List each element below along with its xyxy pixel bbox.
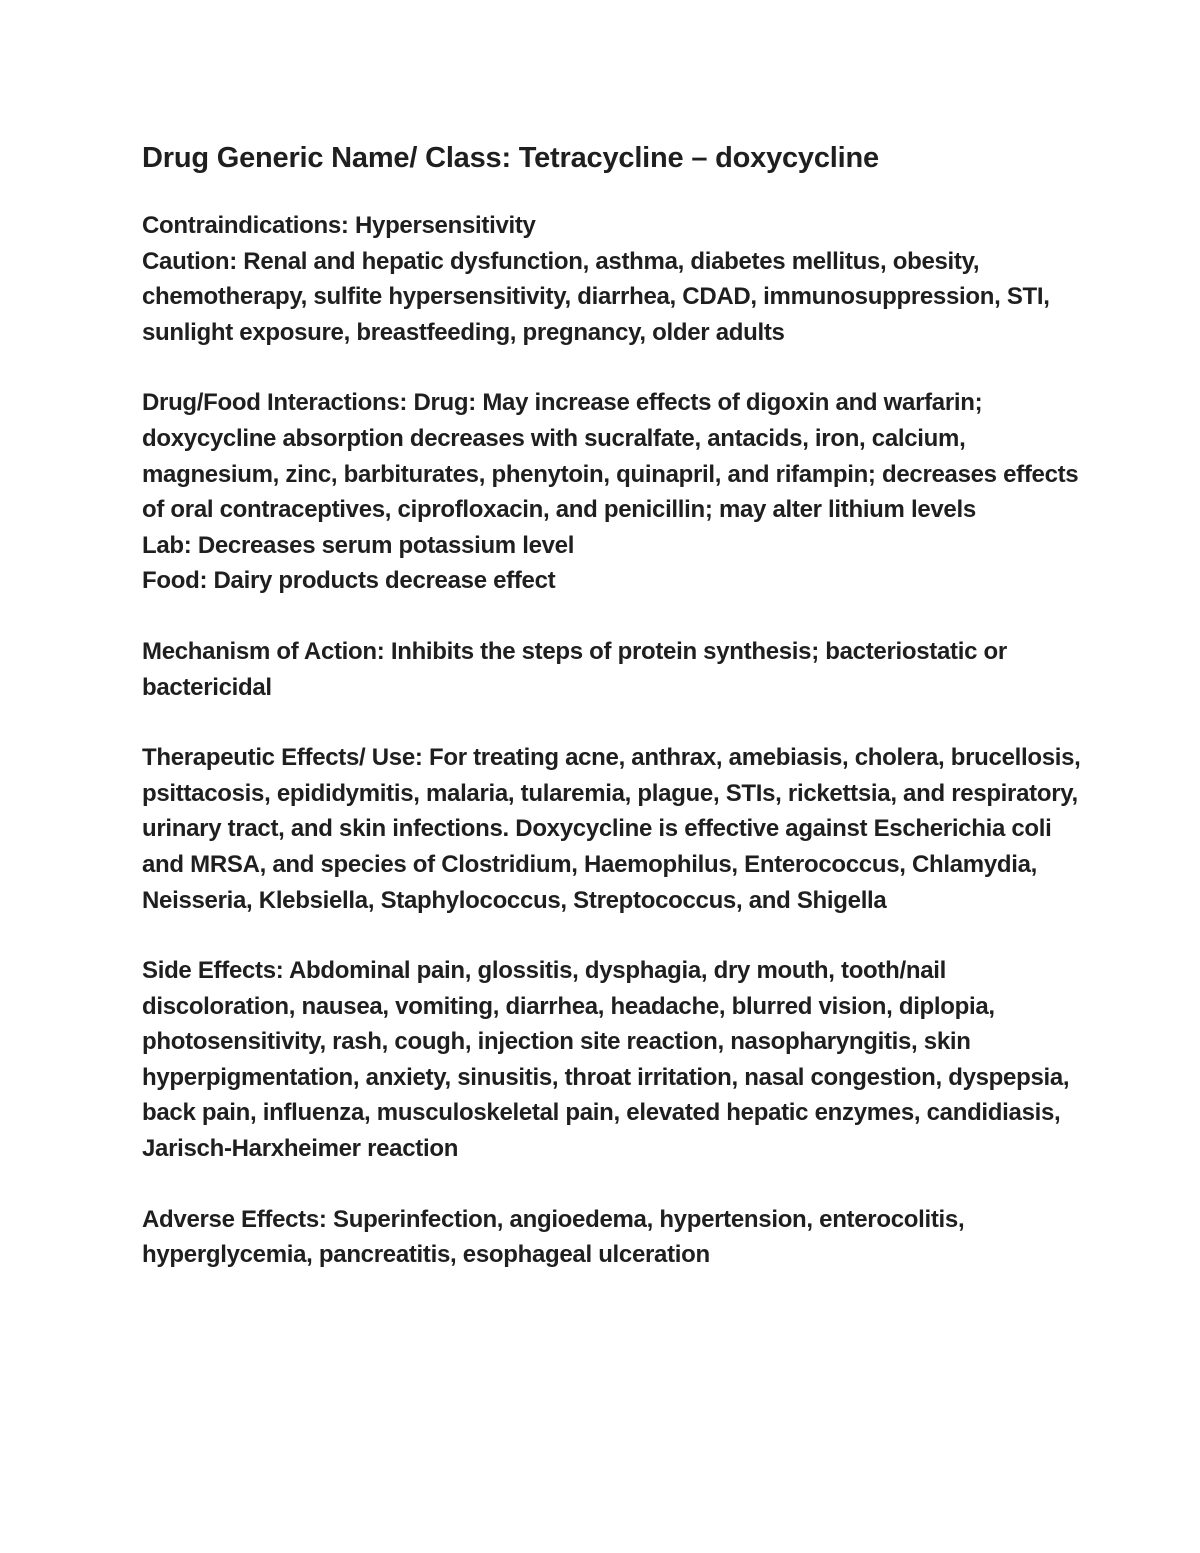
therapeutic-text: For treating acne, anthrax, amebiasis, cholera, brucellosis, psittacosis, epididymitis, malaria, tularemia, plague, STIs, rickettsia, and respiratory, urinary tract, and skin infections. Doxycycline is effective against Escherichia coli and MRSA, and species of Clostridium, Haemophilus, Enterococcus, Chlamydia, Neisseria, Klebsiella, Staphylococcus, Streptococcus, and Shigella: [142, 744, 1081, 914]
therapeutic-label: Therapeutic Effects/ Use:: [142, 744, 423, 772]
caution-text: Renal and hepatic dysfunction, asthma, diabetes mellitus, obesity, chemotherapy, sulfite hypersensitivity, diarrhea, CDAD, immunosuppression, STI, sunlight exposure, breastfeeding, pregnancy, older adults: [142, 247, 1050, 346]
caution-line: [142, 244, 1082, 351]
contraindications-line: [142, 208, 1082, 244]
therapeutic-line: [142, 740, 1082, 918]
mechanism-line: [142, 634, 1082, 705]
interactions-section: [142, 385, 1082, 599]
drug-interactions-text: May increase effects of digoxin and warfarin; doxycycline absorption decreases with sucralfate, antacids, iron, calcium, magnesium, zinc, barbiturates, phenytoin, quinapril, and rifampin; decreases effects of oral contraceptives, ciprofloxacin, and penicillin; may alter lithium levels: [142, 389, 1079, 524]
therapeutic-section: [142, 740, 1082, 918]
adverse-effects-section: [142, 1202, 1082, 1273]
food-label: Food:: [142, 567, 208, 595]
lab-interactions-text: Decreases serum potassium level: [197, 531, 575, 559]
drug-label: Drug:: [413, 389, 476, 417]
lab-interactions-line: [142, 528, 1082, 564]
mechanism-label: Mechanism of Action:: [142, 637, 385, 665]
food-interactions-text: Dairy products decrease effect: [213, 567, 556, 595]
document-title: Drug Generic Name/ Class: Tetracycline – doxycycline: [142, 142, 879, 174]
side-effects-text: Abdominal pain, glossitis, dysphagia, dry mouth, tooth/nail discoloration, nausea, vomiting, diarrhea, headache, blurred vision, diplopia, photosensitivity, rash, cough, injection site reaction, nasopharyngitis, skin hyperpigmentation, anxiety, sinusitis, throat irritation, nasal congestion, dyspepsia, back pain, influenza, musculoskeletal pain, elevated hepatic enzymes, candidiasis, Jarisch-Harxheimer reaction: [142, 957, 1070, 1163]
lab-label: Lab:: [142, 531, 192, 559]
drug-interactions-line: [142, 385, 1082, 527]
side-effects-line: [142, 953, 1082, 1167]
adverse-effects-text: Superinfection, angioedema, hypertension, enterocolitis, hyperglycemia, pancreatitis, esophageal ulceration: [142, 1205, 965, 1269]
side-effects-label: Side Effects:: [142, 957, 284, 985]
side-effects-section: [142, 953, 1082, 1167]
food-interactions-line: [142, 563, 1082, 599]
mechanism-text: Inhibits the steps of protein synthesis; bacteriostatic or bactericidal: [142, 637, 1007, 701]
mechanism-section: [142, 634, 1082, 705]
document-page: [142, 138, 1082, 1308]
contraindications-text: Hypersensitivity: [354, 212, 536, 239]
adverse-effects-label: Adverse Effects:: [142, 1205, 327, 1233]
caution-label: Caution:: [142, 247, 237, 275]
contraindications-section: [142, 208, 1082, 350]
interactions-label: Drug/Food Interactions:: [142, 389, 408, 417]
adverse-effects-line: [142, 1202, 1082, 1273]
contraindications-label: Contraindications:: [142, 212, 349, 239]
